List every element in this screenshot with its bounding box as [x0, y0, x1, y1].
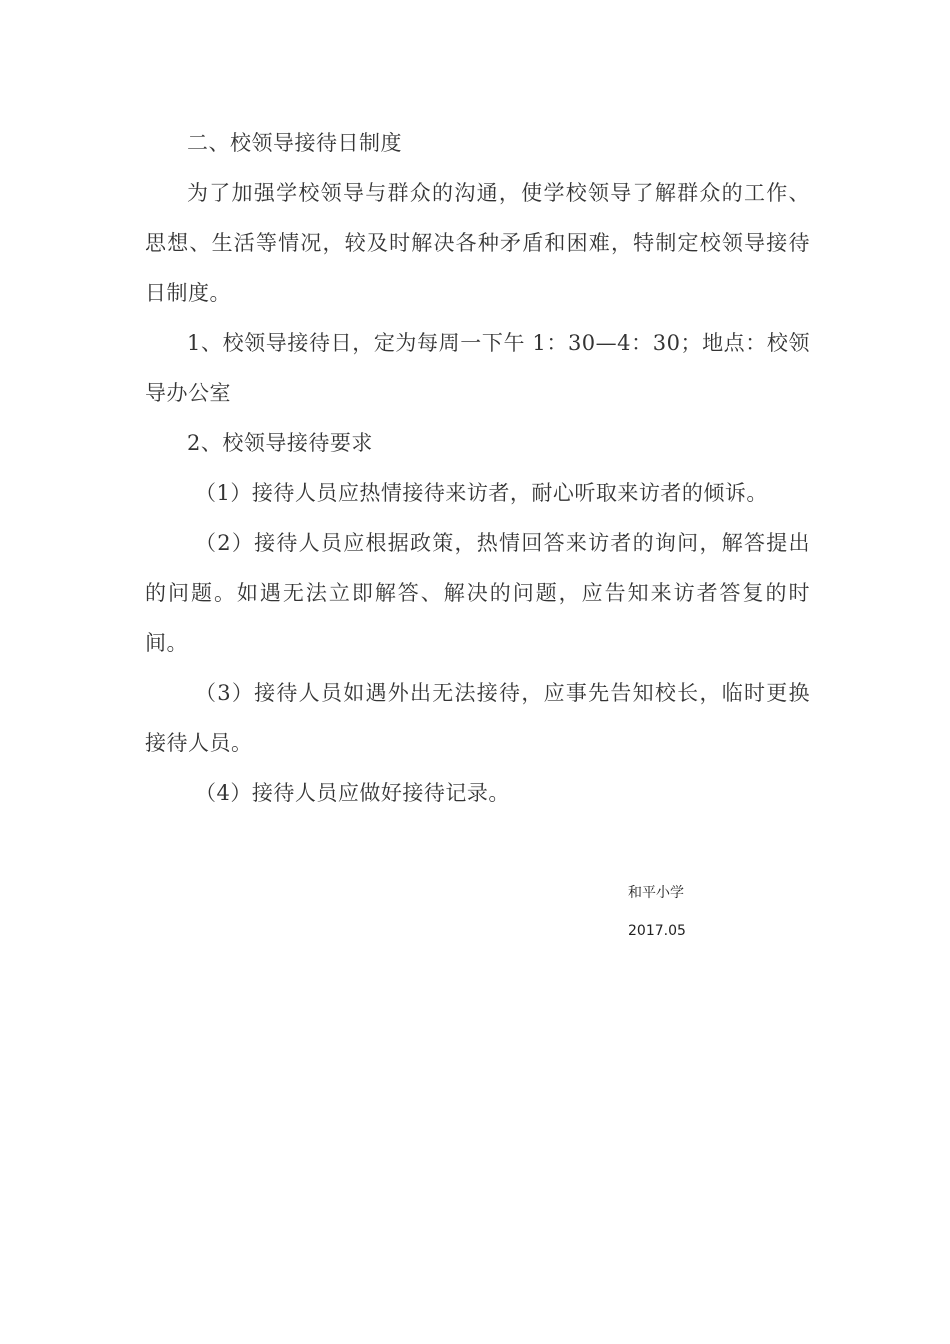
signature-org: 和平小学 [628, 885, 684, 901]
section-heading: 二、校领导接待日制度 [187, 131, 402, 155]
intro-paragraph: 为了加强学校领导与群众的沟通，使学校领导了解群众的工作、思想、生活等情况，较及时解决各种矛盾和困难，特制定校领导接待日制度。 [145, 181, 810, 305]
document-body [145, 118, 810, 818]
sub-item-4: （4）接待人员应做好接待记录。 [195, 781, 510, 805]
sub-item-3: （3）接待人员如遇外出无法接待，应事先告知校长，临时更换接待人员。 [145, 681, 810, 755]
signature-block [628, 880, 828, 956]
item-2-paragraph: 2、校领导接待要求 [187, 431, 373, 455]
signature-date: 2017.05 [628, 923, 686, 939]
sub-item-1: （1）接待人员应热情接待来访者，耐心听取来访者的倾诉。 [195, 481, 768, 505]
sub-item-2: （2）接待人员应根据政策，热情回答来访者的询问，解答提出的问题。如遇无法立即解答、解决的问题，应告知来访者答复的时间。 [145, 531, 810, 655]
item-1-paragraph: 1、校领导接待日，定为每周一下午 1：30—4：30；地点：校领导办公室 [145, 331, 810, 405]
